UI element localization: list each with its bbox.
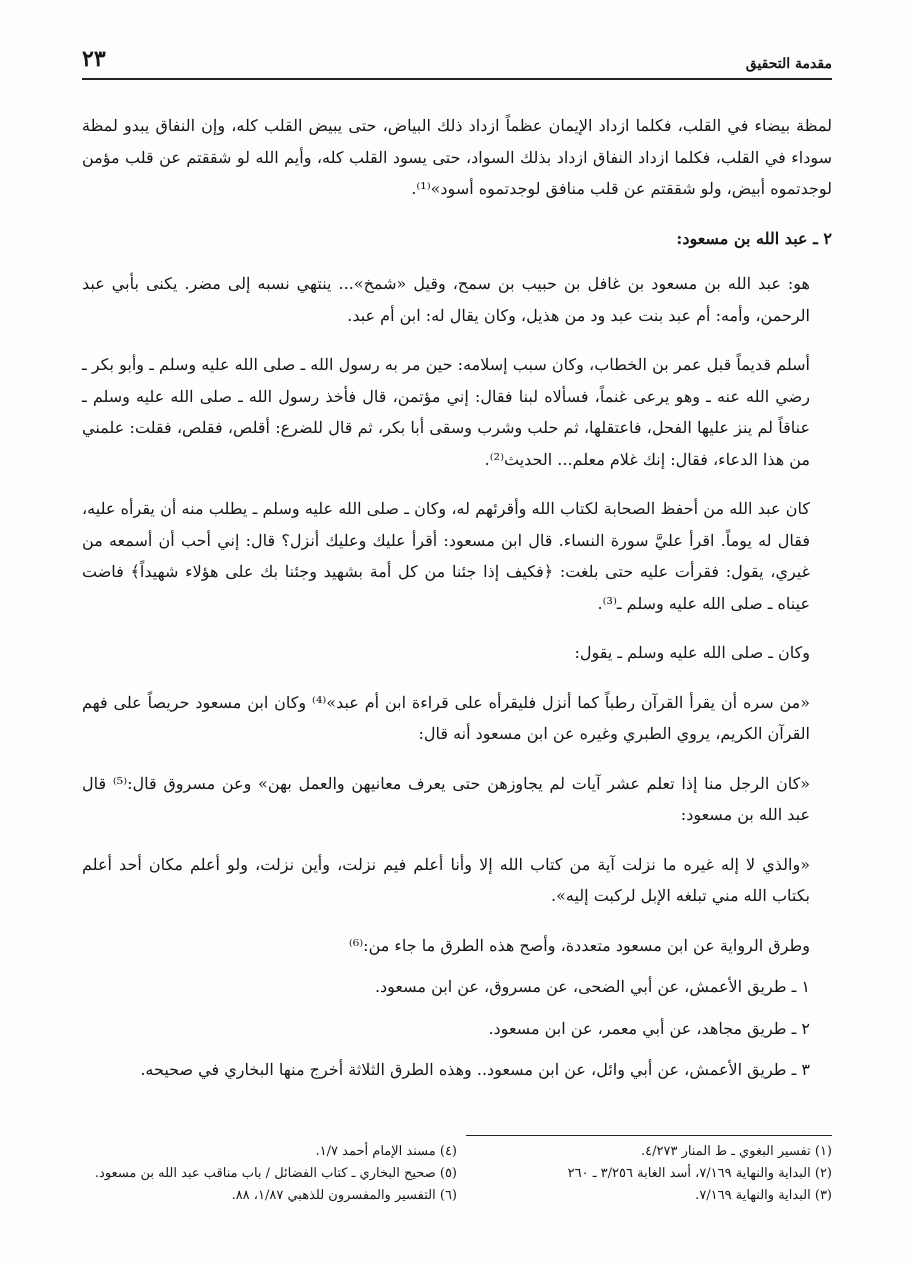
footnote: (١) تفسير البغوي ـ ط المنار ٤/٢٧٣. [640, 1144, 832, 1159]
footnotes-left-column [82, 1141, 457, 1207]
running-title: مقدمة التحقيق [745, 56, 832, 72]
footnote: (٦) التفسير والمفسرون للذهبي ١/٨٧، ٨٨. [231, 1188, 457, 1203]
footnote-divider [466, 1135, 832, 1136]
footnote: (٣) البداية والنهاية ٧/١٦٩. [695, 1188, 832, 1203]
main-text [82, 110, 832, 1104]
paragraph: ١ ـ طريق الأعمش، عن أبي الضحى، عن مسروق، عن ابن مسعود. [374, 977, 810, 996]
paragraph: لمظة بيضاء في القلب، فكلما ازداد الإيمان عظماً ازداد ذلك البياض، حتى يبيض القلب كله، وإن النفاق يبدو لمظة سوداء في القلب، فكلما ازداد النفاق ازداد بذلك السواد، حتى يسود القلب كله، وأيم الله لو شققتم عن قلب مؤمن لوجدتموه أبيض، ولو شققتم عن قلب منافق لوجدتموه أسود»⁽¹⁾. [82, 116, 833, 198]
paragraph: «والذي لا إله غيره ما نزلت آية من كتاب الله إلا وأنا أعلم فيم نزلت، وأين نزلت، ولو أعلم مكان أحد أعلم بكتاب الله مني تبلغه الإبل لركبت إليه». [82, 854, 810, 905]
paragraph: ٣ ـ طريق الأعمش، عن أبي وائل، عن ابن مسعود.. وهذه الطرق الثلاثة أخرج منها البخاري في صحيحه. [140, 1060, 810, 1079]
paragraph: ٢ ـ طريق مجاهد، عن أبي معمر، عن ابن مسعود. [488, 1018, 810, 1038]
footnotes-right-column [457, 1141, 832, 1207]
section-heading: ٢ ـ عبد الله بن مسعود: [676, 228, 832, 248]
footnotes [82, 1141, 832, 1207]
paragraph: أسلم قديماً قبل عمر بن الخطاب، وكان سبب إسلامه: حين مر به رسول الله ـ صلى الله عليه وسلم ـ وأبو بكر ـ رضي الله عنه ـ وهو يرعى غنماً، فسألاه لبنا فقال: إني مؤتمن، قال فأخذ رسول الله ـ صلى الله عليه وسلم ـ عناقاً لم ينز عليها الفحل، فاعتقلها، ثم حلب وشرب وسقى أبا بكر، ثم قال للضرع: أقلص، فقلص، فقلت: علمني من هذا الدعاء، فقال: إنك غلام معلم... الحديث⁽²⁾. [82, 355, 810, 469]
paragraph: كان عبد الله من أحفظ الصحابة لكتاب الله وأقرئهم له، وكان ـ صلى الله عليه وسلم ـ يطلب منه أن يقرأه عليه، فقال له يوماً. اقرأ عليَّ سورة النساء. قال ابن مسعود: أقرأ عليك وعليك أنزل؟ قال: إني أحب أن أسمعه من غيري، يقول: فقرأت عليه حتى بلغت: ﴿فكيف إذا جئنا من كل أمة بشهيد وجئنا بك على هؤلاء شهيداً﴾ فاضت عيناه ـ صلى الله عليه وسلم ـ⁽³⁾. [82, 499, 811, 613]
page-header [82, 46, 832, 80]
footnote: (٤) مسند الإمام أحمد ١/٧. [315, 1144, 457, 1159]
paragraph: وطرق الرواية عن ابن مسعود متعددة، وأصح هذه الطرق ما جاء من:⁽⁶⁾ [348, 935, 810, 955]
paragraph: «كان الرجل منا إذا تعلم عشر آيات لم يجاوزهن حتى يعرف معانيهن والعمل بهن» وعن مسروق قال:⁽⁵⁾ قال عبد الله بن مسعود: [82, 773, 810, 824]
paragraph: «من سره أن يقرأ القرآن رطباً كما أنزل فليقرأه على قراءة ابن أم عبد»⁽⁴⁾ وكان ابن مسعود حريصاً على فهم القرآن الكريم، يروي الطبري وغيره عن ابن مسعود أنه قال: [82, 692, 811, 743]
footnote: (٢) البداية والنهاية ٧/١٦٩، أسد الغابة ٣/٢٥٦ ـ ٢٦٠ [567, 1166, 832, 1181]
page-number: ٢٣ [82, 46, 106, 72]
paragraph: هو: عبد الله بن مسعود بن غافل بن حبيب بن سمح، وقيل «شمخ»... ينتهي نسبه إلى مضر. يكنى بأبي عبد الرحمن، وأمه: أم عبد بنت عبد ود من هذيل، وكان يقال له: ابن أم عبد. [82, 274, 810, 325]
paragraph: وكان ـ صلى الله عليه وسلم ـ يقول: [574, 643, 810, 662]
footnote: (٥) صحيح البخاري ـ كتاب الفضائل / باب مناقب عبد الله بن مسعود. [94, 1166, 457, 1181]
